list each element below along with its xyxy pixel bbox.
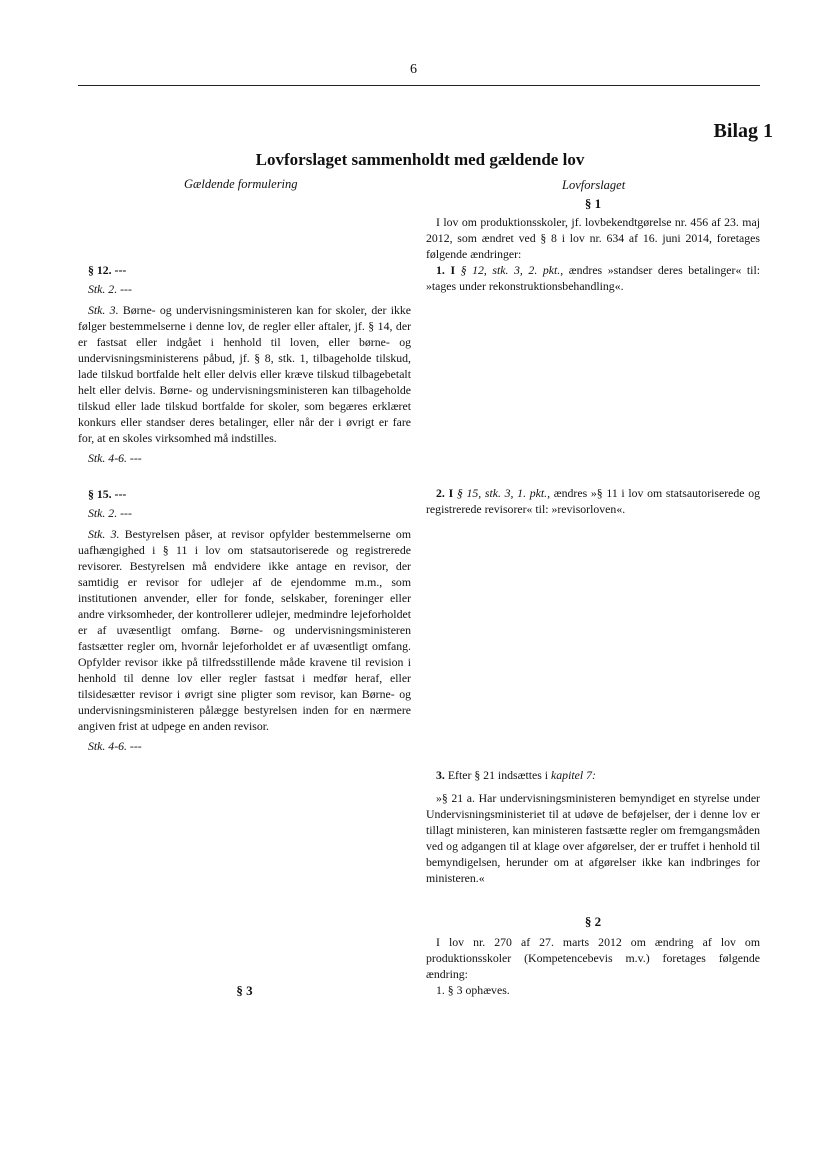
- section-12-heading: § 12. ---: [88, 263, 127, 277]
- paragraph-2-item: 1. § 3 ophæves.: [436, 983, 510, 997]
- item-reference: kapitel 7:: [551, 768, 596, 782]
- paragraph-2-intro: I lov nr. 270 af 27. marts 2012 om ændring af lov om produktionsskoler (Kompetencebevis m.v.) foretages følgende ændring:: [426, 935, 760, 981]
- stk3-label: Stk. 3.: [88, 303, 119, 317]
- bilag-label: Bilag 1: [713, 120, 773, 142]
- section-15-stk3: [78, 526, 411, 734]
- item-text: ændres »standser deres betalinger« til: »tages under rekonstruktionsbehandling«.: [426, 263, 761, 293]
- header-rule: [78, 85, 760, 86]
- paragraph-2-heading: § 2: [584, 914, 602, 929]
- page-title: Lovforslaget sammenholdt med gældende lov: [255, 150, 585, 169]
- section-15-stk2: Stk. 2. ---: [88, 506, 132, 520]
- stk3-text: Børne- og undervisningsministeren kan for skoler, der ikke følger bestemmelserne i denne lov, de regler eller aftaler, jf. § 14, der er fastsat eller indgået i henhold til loven, eller børne- og undervisningsministerens påbud, jf. § 8, stk. 1, tilbageholde tilskud, lade tilskud bortfalde helt eller delvis eller kræve tilskud tilbagebetalt helt eller delvis. Børne- og undervisningsministeren kan tilbageholde tilskud eller lade tilskud bortfalde for skoler, som begæres erklæret konkurs eller standser deres betalinger, eller når der i øvrigt er fare for, at en skoles virksomhed må indstilles.: [78, 303, 412, 445]
- section-12-stk4-6: Stk. 4-6. ---: [88, 451, 142, 465]
- left-column-heading: Gældende formulering: [184, 177, 298, 191]
- item-text: Efter § 21 indsættes i: [447, 768, 549, 782]
- stk3-text: Bestyrelsen påser, at revisor opfylder bestemmelserne om uafhængighed i § 11 i lov om statsautoriserede og registrerede revisorer. Bestyrelsen må endvidere ikke antage en revisor, der samtidig er revisor for udlejer af de ejendomme m.m., som institutionen anvender, eller for fonde, selskaber, foreninger eller andre virksomheder, der kontrollerer udlejer, medmindre lejeforholdet er af uvæsentligt omfang. Børne- og undervisningsministeren fastsætter regler om, hvornår lejeforholdet er af uvæsentligt omfang. Opfylder revisor ikke på tilfredsstillende måde kravene til revision i henhold til denne lov eller regler fastsat i medfør heraf, eller tilsidesætter revisor i øvrigt sine pligter som revisor, kan Børne- og undervisningsministeren pålægge bestyrelsen inden for en nærmere angiven frist at udpege en anden revisor.: [78, 527, 411, 733]
- section-15-stk4-6: Stk. 4-6. ---: [88, 739, 142, 753]
- section-12-stk3: [78, 302, 411, 446]
- page-number: 6: [410, 62, 417, 77]
- section-15: [78, 486, 411, 754]
- item-number: 3.: [436, 768, 445, 782]
- item-prefix: I: [448, 486, 454, 500]
- amendment-item-3: [426, 767, 760, 886]
- section-12: [78, 262, 411, 466]
- paragraph-2: [426, 914, 760, 998]
- section-3-heading: § 3: [236, 983, 253, 998]
- section-12-stk2: Stk. 2. ---: [88, 282, 132, 296]
- amendment-item-2: [426, 485, 760, 517]
- paragraph-1: [426, 196, 760, 294]
- item-number: 2.: [436, 486, 445, 500]
- stk3-label: Stk. 3.: [88, 527, 120, 541]
- paragraph-1-heading: § 1: [584, 196, 602, 211]
- right-column-heading: Lovforslaget: [562, 178, 626, 192]
- item-number: 1.: [436, 263, 445, 277]
- new-section-21a: »§ 21 a. Har undervisningsministeren bemyndiget en styrelse under Undervisningsministeriet til at udøve de beføjelser, der i denne lov er tillagt ministeren, kan ministeren fastsætte regler om fremgangsmåden ved og adgangen til at klage over afgørelser, der er truffet i henhold til bemyndigelsen, herunder om at afgørelser ikke kan indbringes for ministeren.«: [426, 791, 760, 885]
- item-reference: § 15, stk. 3, 1. pkt.,: [456, 486, 551, 500]
- section-15-heading: § 15. ---: [88, 487, 127, 501]
- amendment-item-1: [426, 262, 760, 294]
- item-prefix: I: [450, 263, 456, 277]
- item-reference: § 12, stk. 3, 2. pkt.,: [460, 263, 564, 277]
- paragraph-1-intro: I lov om produktionsskoler, jf. lovbekendtgørelse nr. 456 af 23. maj 2012, som ændret ved § 8 i lov nr. 634 af 16. juni 2014, foretages følgende ændringer:: [426, 215, 760, 261]
- item-text: ændres »§ 11 i lov om statsautoriserede og registrerede revisorer« til: »revisorloven«.: [426, 486, 761, 516]
